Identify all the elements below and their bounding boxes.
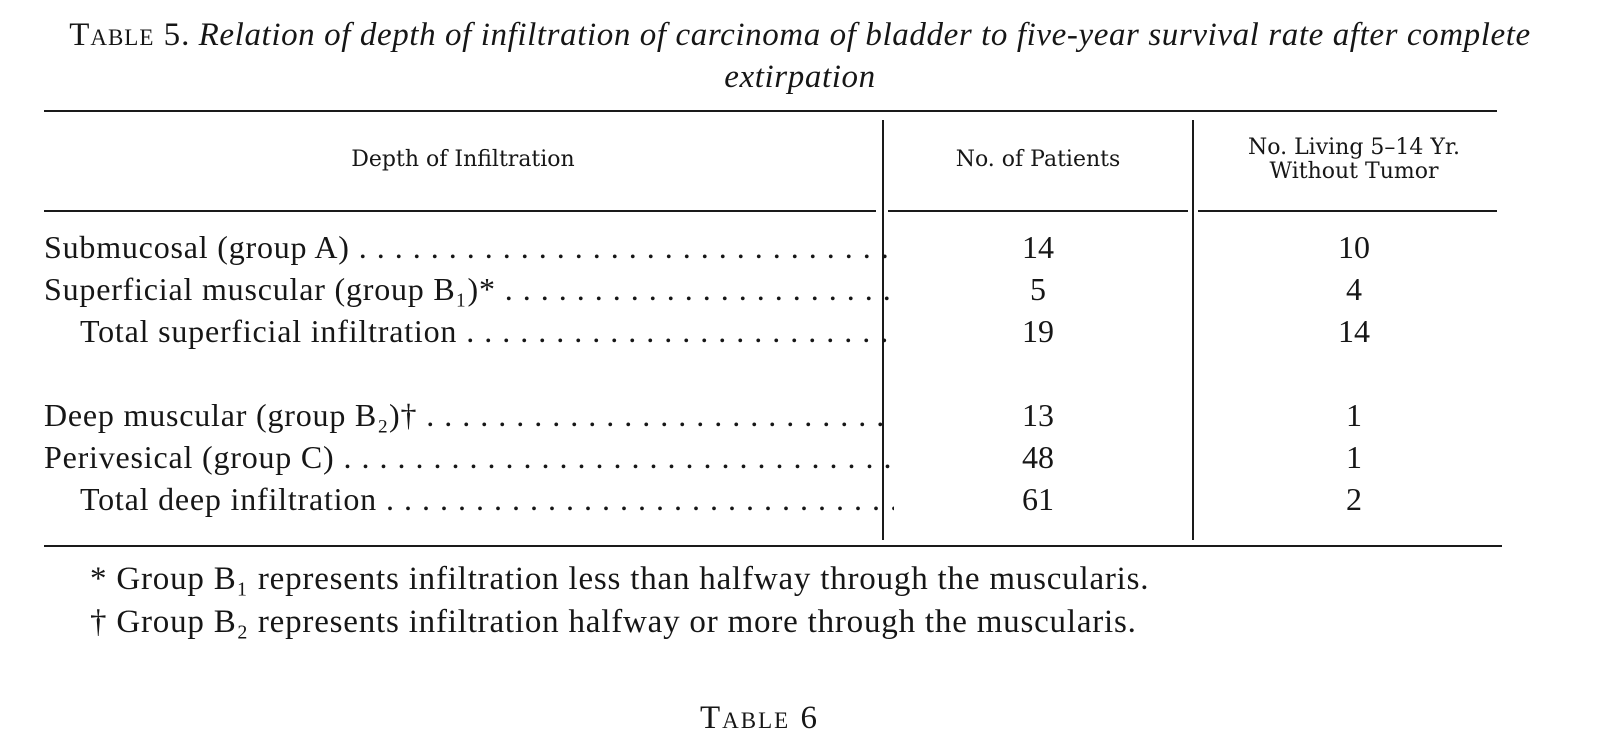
table-cell-living: 1: [1346, 397, 1362, 433]
header-rule-2: [888, 210, 1188, 212]
header-living-line1: No. Living 5–14 Yr.: [1247, 135, 1461, 160]
table-cell-patients: 5: [1030, 271, 1046, 307]
table-cell-living: 1: [1346, 439, 1362, 475]
header-rule-3: [1198, 210, 1497, 212]
header-depth: Depth of Infiltration: [351, 147, 575, 172]
table-row-label: Deep muscular (group B₂)† . . .: [44, 397, 894, 434]
table-row-label: Perivesical (group C) . . .: [44, 439, 894, 476]
next-table-heading: Table 6: [700, 700, 819, 736]
header-patients: No. of Patients: [955, 147, 1121, 172]
footnote-b2: † Group B₂ represents infiltration halfway or more through the muscularis.: [90, 604, 1137, 640]
top-rule: [44, 110, 1497, 112]
table-cell-patients: 13: [1022, 397, 1054, 433]
table-cell-living: 4: [1346, 271, 1362, 307]
table-cell-patients: 61: [1022, 481, 1054, 517]
table-caption: [40, 14, 1560, 98]
table-number: Table 5.: [69, 17, 191, 53]
table-row-label: Submucosal (group A) . . .: [44, 229, 894, 266]
table-row-label-total: Total deep infiltration . . .: [80, 481, 894, 518]
table-cell-living: 2: [1346, 481, 1362, 517]
table-cell-patients: 19: [1022, 313, 1054, 349]
table-row-label: Superficial muscular (group B₁)* . . .: [44, 271, 894, 308]
table-row-label-total: Total superficial infiltration . . .: [80, 313, 894, 350]
header-living: [1194, 136, 1514, 184]
bottom-rule: [44, 545, 1502, 547]
table-cell-living: 10: [1338, 229, 1370, 265]
header-living-line2: Without Tumor: [1269, 159, 1439, 184]
footnote-b1: * Group B₁ represents infiltration less than halfway through the muscularis.: [90, 561, 1150, 597]
table-cell-living: 14: [1338, 313, 1370, 349]
table-title: Relation of depth of infiltration of carcinoma of bladder to five-year survival rate after complete extirpation: [198, 17, 1531, 95]
table-cell-patients: 14: [1022, 229, 1054, 265]
table-cell-patients: 48: [1022, 439, 1054, 475]
header-rule-1: [44, 210, 876, 212]
